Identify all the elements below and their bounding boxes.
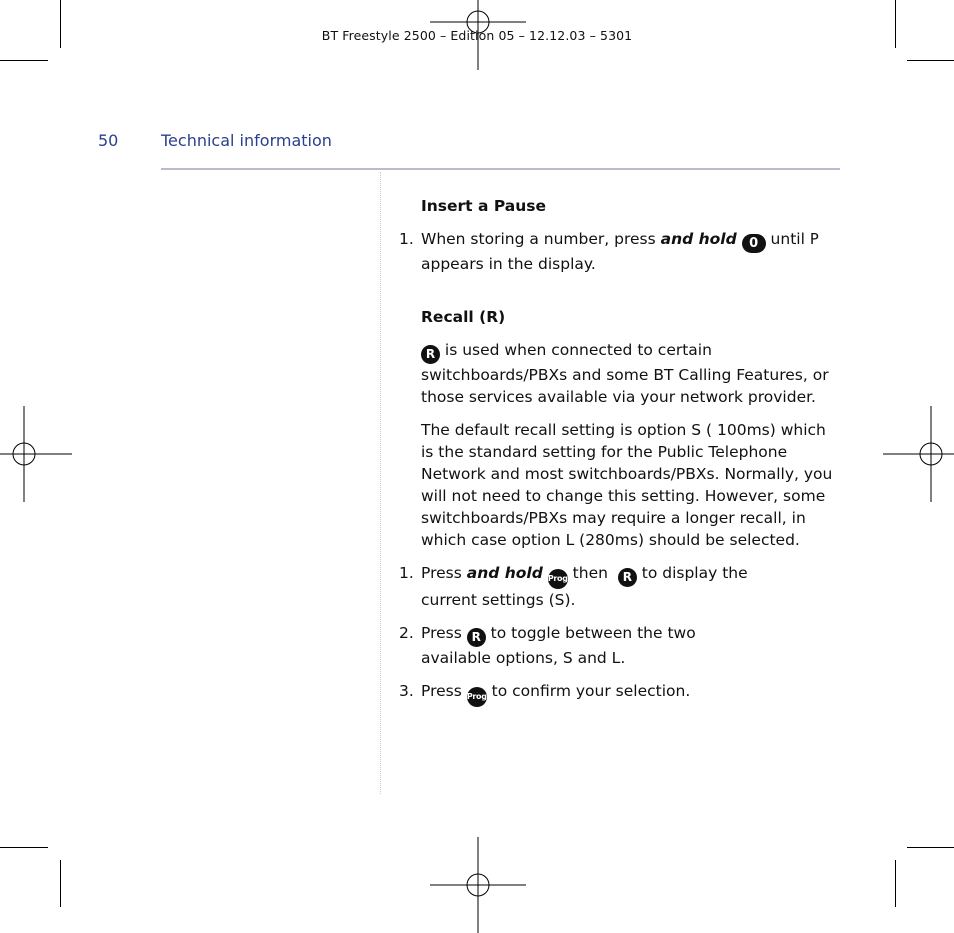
step-text: to confirm your selection.: [486, 682, 691, 700]
emphasis-text: and hold: [466, 564, 543, 582]
step-number: 1.: [399, 564, 414, 582]
step-text: until: [765, 230, 810, 248]
page-number: 50: [98, 131, 119, 150]
step-text: Press: [421, 564, 467, 582]
step-number: 3.: [399, 682, 414, 700]
crop-mark: [0, 847, 48, 848]
recall-key-icon: R: [618, 568, 637, 587]
main-content: [399, 195, 846, 707]
step-number: 2.: [399, 624, 414, 642]
display-pause-symbol: P: [809, 230, 819, 248]
recall-key-icon: R: [421, 345, 440, 364]
crop-mark: [60, 860, 61, 907]
step-text: Press: [421, 624, 467, 642]
step-text: Press: [421, 682, 467, 700]
recall-key-icon: R: [467, 628, 486, 647]
section-title: Technical information: [161, 131, 332, 150]
column-divider: [380, 172, 381, 794]
recall-default-text: The default recall setting is option S ( 100ms) which is the standard setting for the Public Telephone Network and most switchboards/PBXs. Normally, you will not need to change this setting. However, some switchboards/PBXs may require a longer recall, in which case option L (280ms) should be selected.: [421, 421, 833, 549]
registration-mark: [0, 406, 72, 502]
pause-step-1: [399, 228, 846, 275]
recall-intro: [421, 339, 846, 408]
recall-intro-text: is used when connected to certain switchboards/PBXs and some BT Calling Features, or those services available via your network provider.: [421, 341, 829, 406]
recall-step-3: [399, 680, 846, 707]
step-text: then: [567, 564, 613, 582]
pause-heading: Insert a Pause: [421, 197, 547, 215]
step-number: 1.: [399, 230, 414, 248]
crop-mark: [907, 60, 954, 61]
prog-key-icon: Prog: [467, 687, 487, 707]
crop-mark: [0, 60, 48, 61]
crop-mark: [907, 847, 954, 848]
step-text: to toggle between the two available options, S and L.: [421, 624, 696, 667]
recall-step-1: [399, 562, 801, 611]
print-identifier: BT Freestyle 2500 – Edition 05 – 12.12.03 – 5301: [321, 28, 633, 43]
zero-key-icon: 0: [742, 234, 766, 253]
emphasis-text: and hold: [660, 230, 737, 248]
crop-mark: [895, 860, 896, 907]
registration-mark: [430, 837, 526, 933]
header-rule: [161, 168, 840, 170]
step-text: to display the current settings (S).: [421, 564, 748, 609]
recall-step-2: [399, 622, 766, 669]
registration-mark: [883, 406, 954, 502]
step-text: appears in the display.: [421, 255, 596, 273]
recall-heading: Recall (R): [421, 308, 506, 326]
step-text: When storing a number, press: [421, 230, 661, 248]
prog-key-icon: Prog: [548, 569, 568, 589]
